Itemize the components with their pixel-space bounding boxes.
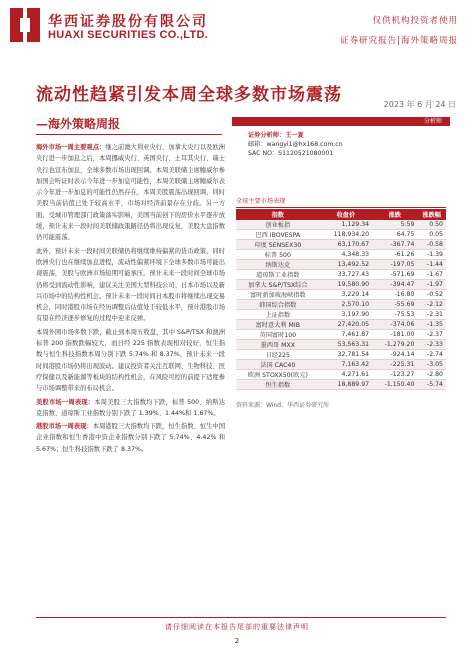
col-header-close: 收盘价 (320, 209, 372, 220)
cell-index-name: 日经225 (236, 350, 320, 360)
table-row (236, 290, 446, 300)
table-header-row (236, 209, 446, 220)
cell-pct: -3.05 (417, 360, 446, 370)
cell-change: -367.74 (372, 240, 417, 250)
cell-pct: -1.39 (417, 250, 446, 260)
cell-change: -394.47 (372, 280, 417, 290)
analyst-ribbon-label: 分析师 (423, 118, 442, 125)
header-tagline: 仅供机构投资者使用 (372, 16, 458, 26)
cell-change: 5.59 (372, 220, 417, 230)
cell-index-name: 道琼斯工业指数 (236, 270, 320, 280)
table-title: 全球主要市场表现 (236, 198, 286, 205)
cell-change: -16.80 (372, 290, 417, 300)
cell-pct: -2.33 (417, 340, 446, 350)
cell-close: 63,170.67 (320, 240, 372, 250)
cell-pct: -2.80 (417, 370, 446, 380)
company-name-en: HUAXI SECURITIES CO.,LTD. (48, 29, 209, 41)
cell-change: -61.26 (372, 250, 417, 260)
us-heading: 美股市场一周表现： (36, 398, 95, 406)
cell-pct: -2.74 (417, 350, 446, 360)
cell-change: -374.06 (372, 320, 417, 330)
report-type: 证券研究报告|海外策略周报 (340, 36, 458, 46)
cell-index-name: 恒生指数 (236, 380, 320, 390)
paragraph-outlook: 此外，预计未来一段时间美联储仍将继续维持偏紧的货币政策，同时欧洲央行也在继续加息进程，流动性偏紧环境下全球多数市场可能出现震荡，美股与欧洲市场短期可能承压。预计未来一段时间全球市场仍将受到流动性影响，建议关注美国大型科技公司、日本市场以及新兴市场中的结构性机会。预计未来一段时间日本股市将继续出现交易机会，同时港股市场在经历调整后估值处于较低水平，预计港股市场有望在经济逐步修复的过程中迎来反弹。 (36, 247, 225, 323)
cell-change: -123.27 (372, 370, 417, 380)
analyst-info (248, 131, 343, 158)
overview-text: 继之前澳大利亚央行、加拿大央行以及欧洲央行进一步加息之后，本周挪威央行、英国央行、土耳其央行、瑞士央行也宣布加息，全球多数市场出现回调。本周美联储主席鲍威尔参加国会听证时表示今年进一步加息可能性，本周美联储主席鲍威尔表示今年进一步加息的可能性仍然存在，本周美股震荡出现回调，同时美股当前估值已处于较高水平，市场对经济前景存在分歧。另一方面，受城市管理部门政策落实影响，美国当前创下的房价水平逐步放缓，预计未来一段时间美联储政策路径仍将出现反复，美股大盘指数仍可能震荡。 (36, 144, 226, 242)
footer-divider (36, 617, 446, 618)
cell-index-name: 标普 500 (236, 250, 320, 260)
cell-close: 3,197.90 (320, 310, 372, 320)
report-subtitle: —海外策略周报 (36, 117, 121, 131)
hk-text: 本周港股三大指数均下跌，恒生指数、恒生中国企业指数和恒生香港中资企业指数分别下跌了 5.74%、4.42% 和 5.67%；恒生科技指数下跌了 8.37%。 (36, 423, 226, 453)
cell-change: -75.53 (372, 310, 417, 320)
cell-index-name: 英国富时100 (236, 330, 320, 340)
cell-pct: 0.05 (417, 230, 446, 240)
table-row (236, 350, 446, 360)
cell-close: 3,229.14 (320, 290, 372, 300)
cell-change: -197.05 (372, 260, 417, 270)
hk-heading: 港股市场一周表现： (36, 423, 93, 431)
table-row (236, 300, 446, 310)
cell-index-name: 创业板指 (236, 220, 320, 230)
cell-close: 7,461.87 (320, 330, 372, 340)
cell-pct: -0.52 (417, 290, 446, 300)
table-row (236, 260, 446, 270)
table-divider (236, 207, 446, 208)
table-row (236, 240, 446, 250)
table-row (236, 320, 446, 330)
cell-change: -1,279.20 (372, 340, 417, 350)
report-date: 2023 年 6 月 24 日 (383, 100, 456, 109)
table-row (236, 250, 446, 260)
cell-close: 1,129.34 (320, 220, 372, 230)
market-index-table (236, 209, 446, 390)
paragraph-hk (36, 421, 225, 455)
cell-index-name: 上证指数 (236, 310, 320, 320)
cell-pct: -2.12 (417, 300, 446, 310)
analyst-ribbon (232, 117, 450, 126)
cell-pct: -1.35 (417, 320, 446, 330)
col-header-index: 指数 (236, 209, 320, 220)
cell-index-name: 印度 SENSEX30 (236, 240, 320, 250)
cell-index-name: 巴西 IBOVESPA (236, 230, 320, 240)
cell-close: 118,934.20 (320, 230, 372, 240)
table-row (236, 230, 446, 240)
cell-close: 18,889.97 (320, 380, 372, 390)
analyst-sac: SAC NO：S1120521080001 (248, 150, 334, 157)
cell-pct: 0.50 (417, 220, 446, 230)
cell-close: 13,492.52 (320, 260, 372, 270)
table-row (236, 370, 446, 380)
cell-pct: -1.67 (417, 270, 446, 280)
cell-close: 33,727.43 (320, 270, 372, 280)
table-row (236, 360, 446, 370)
table-row (236, 280, 446, 290)
subtitle-divider (36, 134, 222, 135)
cell-close: 53,563.31 (320, 340, 372, 350)
huaxi-logo (8, 6, 42, 44)
cell-index-name: 法国 CAC40 (236, 360, 320, 370)
cell-pct: -5.74 (417, 380, 446, 390)
paragraph-markets: 本周外围市场多数下跌，截止到本周五收盘，其中 S&P/TSX 和澳洲标普 200 指数跌幅较大，而日经 225 指数表现相对较好，恒生指数与恒生科技指数本周分别下跌 5.74% 和 8.37%，预计未来一段时间港股市场仍将出现波动。建议投资者关注互联网、生物科技、医疗保健以及新能源等板块的结构性机会，在风险可控的前提下适度参与市场调整带来的布局机会。 (36, 328, 225, 393)
footer-disclaimer: 请仔细阅读在本报告尾部的重要法律声明 (165, 623, 309, 631)
cell-index-name: 韩国综合指数 (236, 300, 320, 310)
cell-change: -225.31 (372, 360, 417, 370)
cell-close: 7,163.42 (320, 360, 372, 370)
table-row (236, 310, 446, 320)
table-row (236, 380, 446, 390)
cell-close: 4,271.61 (320, 370, 372, 380)
overview-heading: 海外市场一周主要观点： (36, 144, 106, 151)
cell-change: -181.00 (372, 330, 417, 340)
cell-change: -924.14 (372, 350, 417, 360)
us-text: 本周美股三大指数均下跌，标普 500、纳斯达克指数、道琼斯工业指数分别下跌了 1.39%、1.44%和 1.67%。 (36, 398, 225, 417)
analyst-email: 邮箱：wangyi1@hx168.com.cn (248, 141, 343, 148)
cell-index-name: 富时意大利 MIB (236, 320, 320, 330)
cell-change: -571.69 (372, 270, 417, 280)
page-number: 2 (234, 637, 240, 645)
table-row (236, 330, 446, 340)
cell-pct: -0.58 (417, 240, 446, 250)
report-body (36, 142, 225, 457)
cell-change: -55.69 (372, 300, 417, 310)
analyst-name: 证券分析师：王一夏 (248, 132, 304, 139)
report-title: 流动性趋紧引发本周全球多数市场震荡 (36, 85, 342, 105)
cell-close: 4,348.33 (320, 250, 372, 260)
table-source: 资料来源：Wind，华西证券研究所 (236, 402, 330, 409)
cell-close: 19,580.90 (320, 280, 372, 290)
paragraph-us (36, 397, 225, 420)
table-row (236, 270, 446, 280)
cell-index-name: 欧洲 STOXX50(欧元) (236, 370, 320, 380)
table-row (236, 220, 446, 230)
cell-pct: -1.44 (417, 260, 446, 270)
company-name-cn: 华西证券股份有限公司 (48, 14, 208, 30)
cell-change: -1,150.40 (372, 380, 417, 390)
col-header-change: 涨跌 (372, 209, 417, 220)
cell-pct: -1.97 (417, 280, 446, 290)
col-header-pct: 涨跌幅 (417, 209, 446, 220)
cell-close: 27,420.05 (320, 320, 372, 330)
cell-index-name: 墨西哥 MXX (236, 340, 320, 350)
cell-index-name: 富时新加坡海峡指数 (236, 290, 320, 300)
cell-index-name: 加拿大 S&P/TSX综合 (236, 280, 320, 290)
cell-change: 64.75 (372, 230, 417, 240)
cell-index-name: 纳斯达克 (236, 260, 320, 270)
cell-pct: -2.31 (417, 310, 446, 320)
table-row (236, 340, 446, 350)
cell-close: 32,781.54 (320, 350, 372, 360)
cell-close: 2,570.10 (320, 300, 372, 310)
paragraph-overview (36, 142, 225, 244)
cell-pct: -2.37 (417, 330, 446, 340)
